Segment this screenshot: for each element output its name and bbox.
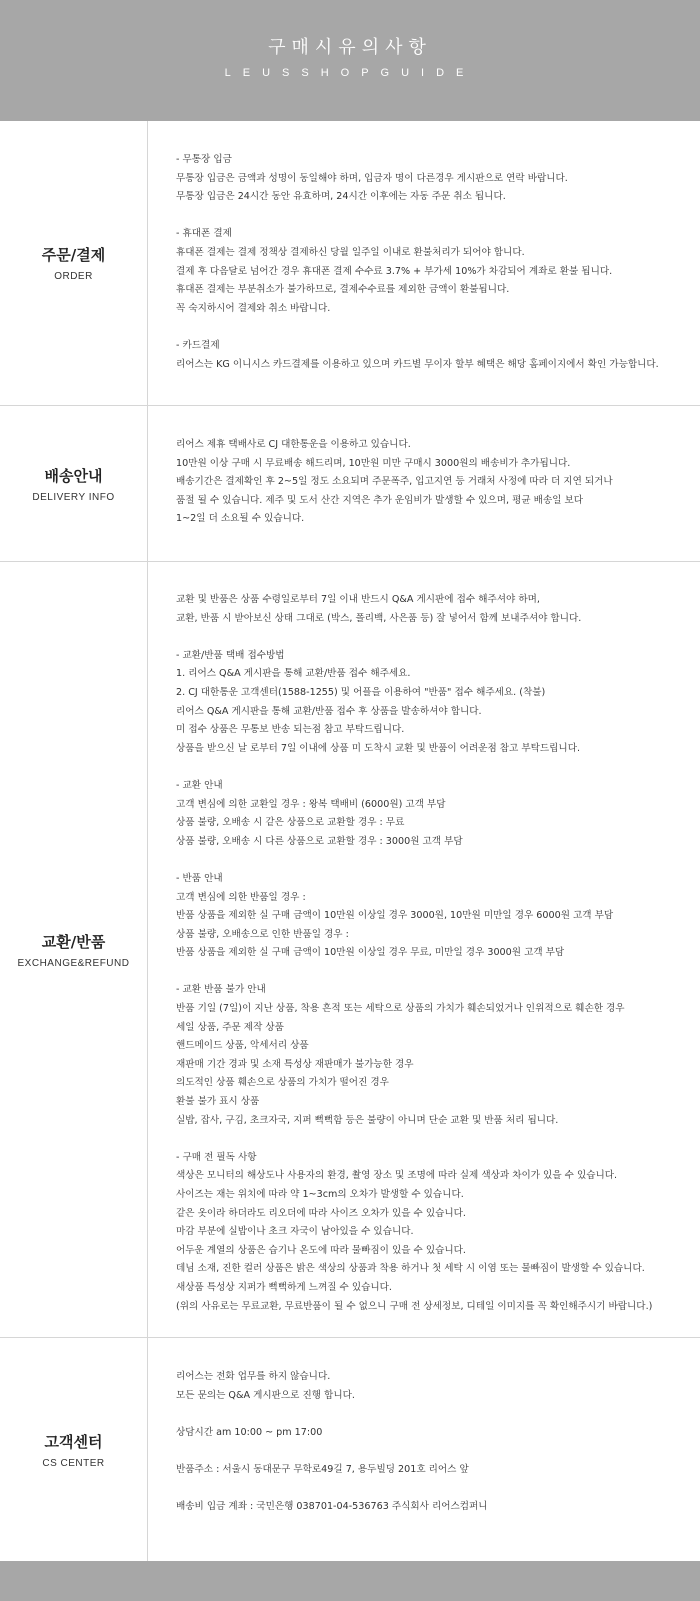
content-line: - 교환/반품 택배 접수방법 (176, 649, 285, 661)
content-line: 고객 변심에 의한 반품일 경우 : (176, 891, 306, 903)
content-line: - 반품 안내 (176, 872, 223, 884)
page-title: 구매시유의사항 (268, 37, 432, 58)
section-label (0, 1338, 148, 1561)
content-line: 리어스는 KG 이니시스 카드결제를 이용하고 있으며 카드별 무이자 할부 혜택은 해당 홈페이지에서 확인 가능합니다. (176, 358, 659, 370)
content-line: 고객 변심에 의한 교환일 경우 : 왕복 택배비 (6000원) 고객 부담 (176, 798, 446, 810)
content-line: - 무통장 입금 (176, 154, 232, 165)
content-line: 상품 불량, 오배송 시 같은 상품으로 교환할 경우 : 무료 (176, 817, 405, 829)
content-line: 사이즈는 재는 위치에 따라 약 1~3cm의 오차가 발생할 수 있습니다. (176, 1189, 464, 1200)
content-line (176, 758, 690, 777)
content-line: 상품 불량, 오배송 시 다른 상품으로 교환할 경우 : 3000원 고객 부담 (176, 835, 463, 847)
content-line: 반품 상품을 제외한 실 구매 금액이 10만원 이상일 경우 무료, 미만일 경우 3000원 고객 부담 (176, 947, 565, 959)
content-line: 같은 옷이라 하더라도 리오더에 따라 사이즈 오차가 있을 수 있습니다. (176, 1207, 466, 1219)
section-content (176, 1368, 690, 1517)
content-line: 세일 상품, 주문 제작 상품 (176, 1021, 284, 1033)
content-line (176, 318, 690, 337)
content-line: - 휴대폰 결제 (176, 228, 232, 240)
content-line (176, 1442, 690, 1461)
section-label-ko: 주문/결제 (41, 246, 106, 264)
content-line: 휴대폰 결제는 부분취소가 불가하므로, 결제수수료를 제외한 금액이 환불됩니다. (176, 284, 510, 296)
content-line: 리어스 제휴 택배사로 CJ 대한통운을 이용하고 있습니다. (176, 439, 411, 450)
section-label-en: ORDER (54, 271, 93, 282)
section-label-ko: 교환/반품 (41, 932, 106, 951)
section-label-en: CS CENTER (42, 1457, 105, 1469)
page-header (0, 0, 700, 121)
page-subtitle: LEUSSHOPGUIDE (224, 67, 476, 79)
content-line: 무통장 입금은 24시간 동안 유효하며, 24시간 이후에는 자동 주문 취소 됩니다. (176, 191, 506, 203)
section-label (0, 406, 148, 561)
content-line: 실밥, 잡사, 구김, 초크자국, 지퍼 뻑뻑함 등은 불량이 아니며 단순 교환 및 반품 처리 됩니다. (176, 1114, 559, 1126)
content-line: 10만원 이상 구매 시 무료배송 해드리며, 10만원 미만 구매시 3000원의 배송비가 추가됩니다. (176, 457, 571, 469)
content-line: 리어스는 전화 업무를 하지 않습니다. (176, 1371, 331, 1382)
content-line: (위의 사유로는 무료교환, 무료반품이 될 수 없으니 구매 전 상세정보, 디테일 이미지를 꼭 확인해주시기 바랍니다.) (176, 1300, 653, 1312)
content-line: 반품 기일 (7일)이 지난 상품, 착용 흔적 또는 세탁으로 상품의 가치가 훼손되었거나 인위적으로 훼손한 경우 (176, 1003, 625, 1015)
content-line: 2. CJ 대한통운 고객센터(1588-1255) 및 어플을 이용하여 "반품" 접수 해주세요. (착불) (176, 686, 546, 698)
content-line (176, 1480, 690, 1499)
content-line: 새상품 특성상 지퍼가 뻑뻑하게 느껴질 수 있습니다. (176, 1281, 392, 1293)
page-footer-bar (0, 1561, 700, 1601)
content-line: 리어스 Q&A 게시판을 통해 교환/반품 접수 후 상품을 발송하셔야 합니다. (176, 705, 482, 717)
section-label (0, 562, 148, 1337)
section-label-ko: 고객센터 (44, 1432, 103, 1451)
content-line: 데님 소재, 진한 컬러 상품은 밝은 색상의 상품과 착용 하거나 첫 세탁 시 이염 또는 물빠짐이 발생할 수 있습니다. (176, 1263, 645, 1275)
content-line: - 교환 반품 불가 안내 (176, 984, 266, 996)
content-line: 재판매 기간 경과 및 소재 특성상 재판매가 불가능한 경우 (176, 1058, 414, 1070)
content-line: 무통장 입금은 금액과 성명이 동일해야 하며, 입금자 명이 다른경우 게시판으로 연락 바랍니다. (176, 172, 568, 184)
content-line: 상품을 받으신 날 로부터 7일 이내에 상품 미 도착시 교환 및 반품이 어려운점 참고 부탁드립니다. (176, 742, 581, 754)
section-label-en: DELIVERY INFO (32, 491, 115, 503)
content-line: 상담시간 am 10:00 ~ pm 17:00 (176, 1426, 323, 1438)
content-line: 핸드메이드 상품, 악세서리 상품 (176, 1040, 309, 1052)
content-line: 반품 상품을 제외한 실 구매 금액이 10만원 이상일 경우 3000원, 10만원 미만일 경우 6000원 고객 부담 (176, 910, 614, 922)
content-line: 환불 불가 표시 상품 (176, 1096, 260, 1108)
content-line: 품절 될 수 있습니다. 제주 및 도서 산간 지역은 추가 운임비가 발생할 수 있으며, 평균 배송일 보다 (176, 494, 584, 506)
content-line (176, 207, 690, 226)
content-line: - 카드결제 (176, 339, 220, 351)
content-line: 색상은 모니터의 해상도나 사용자의 환경, 촬영 장소 및 조명에 따라 실제 색상과 차이가 있을 수 있습니다. (176, 1170, 618, 1182)
content-line (176, 963, 690, 982)
section-delivery (0, 406, 700, 562)
content-line: 모든 문의는 Q&A 게시판으로 진행 합니다. (176, 1389, 355, 1401)
content-line: 의도적인 상품 훼손으로 상품의 가치가 떨어진 경우 (176, 1077, 389, 1089)
content-line: 반품주소 : 서울시 동대문구 무학로49길 7, 용두빌딩 201호 리어스 앞 (176, 1463, 469, 1475)
section-exchange-refund (0, 562, 700, 1338)
content-line: 배송기간은 결제확인 후 2~5일 정도 소요되며 주문폭주, 입고지연 등 거래처 사정에 따라 더 지연 되거나 (176, 476, 613, 488)
content-line: 1. 리어스 Q&A 게시판을 통해 교환/반품 접수 해주세요. (176, 668, 411, 680)
section-content (176, 591, 690, 1316)
content-line (176, 1405, 690, 1424)
content-line: 결제 후 다음달로 넘어간 경우 휴대폰 결제 수수료 3.7% + 부가세 10%가 차감되어 계좌로 환불 됩니다. (176, 265, 613, 277)
content-line: 배송비 입금 계좌 : 국민은행 038701-04-536763 주식회사 리어스컴퍼니 (176, 1501, 488, 1513)
content-line (176, 628, 690, 647)
content-line (176, 1130, 690, 1149)
content-line: 마감 부분에 실밥이나 초크 자국이 남아있을 수 있습니다. (176, 1226, 414, 1238)
content-line (176, 851, 690, 870)
section-label-en: EXCHANGE&REFUND (17, 957, 130, 969)
content-line: 교환 및 반품은 상품 수령일로부터 7일 이내 반드시 Q&A 게시판에 접수 해주셔야 하며, (176, 594, 540, 605)
content-line: 교환, 반품 시 받아보신 상태 그대로 (박스, 폴리백, 사은품 등) 잘 넣어서 함께 보내주셔야 합니다. (176, 612, 582, 624)
section-content (176, 151, 690, 374)
section-order (0, 121, 700, 406)
content-line: 꼭 숙지하시어 결제와 취소 바랍니다. (176, 302, 331, 314)
section-label (0, 121, 148, 405)
section-content (176, 436, 690, 529)
content-line: 미 접수 상품은 무통보 반송 되는점 참고 부탁드립니다. (176, 724, 405, 736)
content-line: 1~2일 더 소요될 수 있습니다. (176, 513, 305, 525)
content-line: - 교환 안내 (176, 779, 223, 791)
section-cs-center (0, 1338, 700, 1561)
content-line: 어두운 계열의 상품은 습기나 온도에 따라 물빠짐이 있을 수 있습니다. (176, 1244, 466, 1256)
section-label-ko: 배송안내 (44, 466, 103, 485)
content-line: - 구매 전 필독 사항 (176, 1151, 257, 1163)
content-line: 휴대폰 결제는 결제 정책상 결제하신 당월 일주일 이내로 환불처리가 되어야 합니다. (176, 246, 525, 258)
content-line: 상품 불량, 오배송으로 인한 반품일 경우 : (176, 928, 349, 940)
